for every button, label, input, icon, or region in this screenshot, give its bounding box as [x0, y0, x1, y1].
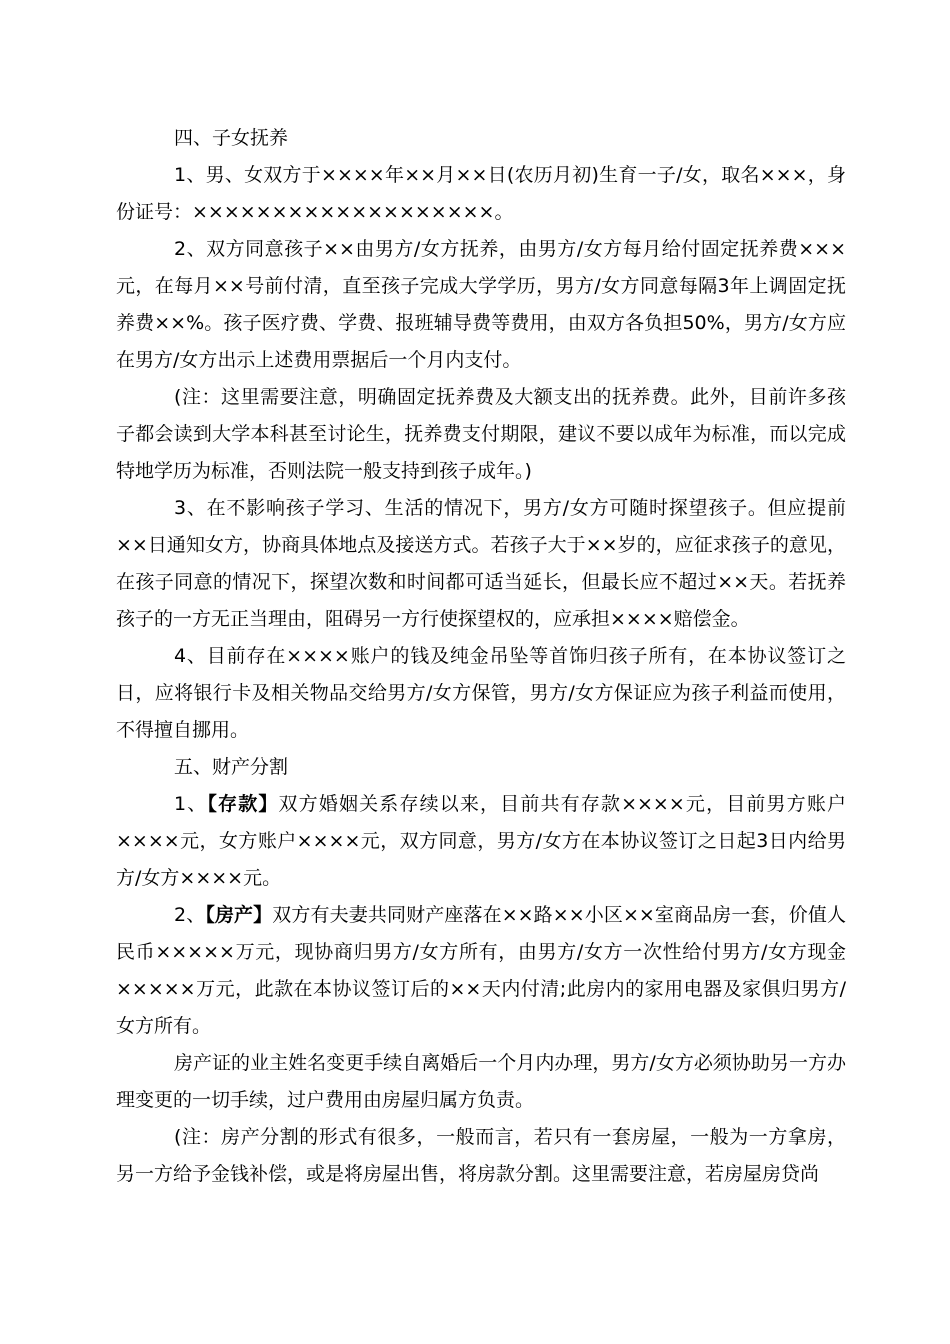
house-tag: 【房产】 [205, 904, 273, 926]
paragraph-child-assets: 4、目前存在××××账户的钱及纯金吊坠等首饰归孩子所有，在本协议签订之日，应将银行卡及相关物品交给男方/女方保管，男方/女方保证应为孩子利益而使用，不得擅自挪用。 [116, 645, 846, 741]
paragraph-child-support-fee: 2、双方同意孩子××由男方/女方抚养，由男方/女方每月给付固定抚养费×××元，在每月××号前付清，直至孩子完成大学学历，男方/女方同意每隔3年上调固定抚养费××%。孩子医疗费、学费、报班辅导费等费用，由双方各负担50%，男方/女方应在男方/女方出示上述费用票据后一个月内支付。 [116, 238, 846, 371]
house-text: 双方有夫妻共同财产座落在××路××小区××室商品房一套，价值人民币×××××万元，现协商归男方/女方所有，由男方/女方一次性给付男方/女方现金×××××万元，此款在本协议签订后的××天内付清;此房内的家用电器及家俱归男方/女方所有。 [116, 904, 846, 1037]
savings-text: 双方婚姻关系存续以来，目前共有存款××××元，目前男方账户××××元，女方账户××××元，双方同意，男方/女方在本协议签订之日起3日内给男方/女方××××元。 [116, 793, 846, 889]
item-prefix: 1、 [174, 793, 208, 815]
paragraph-savings [116, 786, 846, 897]
paragraph-visitation: 3、在不影响孩子学习、生活的情况下，男方/女方可随时探望孩子。但应提前××日通知女方，协商具体地点及接送方式。若孩子大于××岁的，应征求孩子的意见，在孩子同意的情况下，探望次数和时间都可适当延长，但最长应不超过××天。若抚养孩子的一方无正当理由，阻碍另一方行使探望权的，应承担××××赔偿金。 [116, 497, 846, 630]
section-heading-property-division: 五、财产分割 [174, 756, 289, 778]
paragraph-house [116, 897, 846, 1045]
savings-tag: 【存款】 [207, 793, 279, 815]
paragraph-note-support: (注：这里需要注意，明确固定抚养费及大额支出的抚养费。此外，目前许多孩子都会读到大学本科甚至讨论生，抚养费支付期限，建议不要以成年为标准，而以完成特地学历为标准，否则法院一般支持到孩子成年。) [116, 386, 846, 482]
item-prefix: 2、 [174, 904, 206, 926]
paragraph-note-property: (注：房产分割的形式有很多，一般而言，若只有一套房屋，一般为一方拿房，另一方给予金钱补偿，或是将房屋出售，将房款分割。这里需要注意，若房屋房贷尚 [116, 1126, 846, 1185]
paragraph-title-transfer: 房产证的业主姓名变更手续自离婚后一个月内办理，男方/女方必须协助另一方办理变更的一切手续，过户费用由房屋归属方负责。 [116, 1052, 846, 1111]
paragraph-child-birth: 1、男、女双方于××××年××月××日(农历月初)生育一子/女，取名×××，身份证号：×××××××××××××××××××。 [116, 164, 846, 223]
document-body [116, 120, 846, 1193]
section-heading-child-support: 四、子女抚养 [174, 127, 289, 149]
